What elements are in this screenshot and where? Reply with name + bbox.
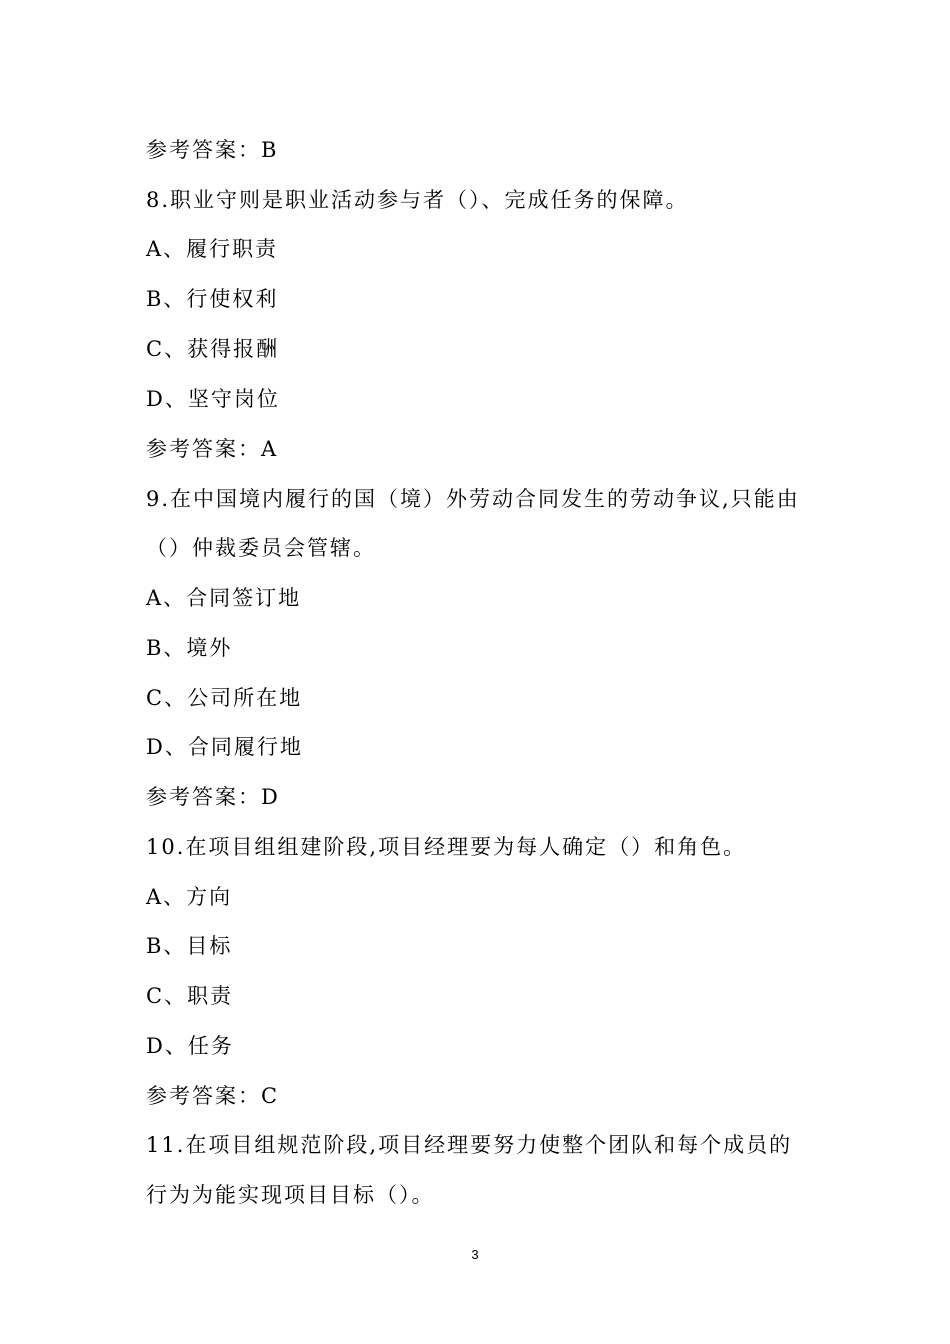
option-c: C、获得报酬 xyxy=(146,337,280,361)
option-b: B、行使权利 xyxy=(146,287,279,311)
question-9-continued: （）仲裁委员会管辖。 xyxy=(146,536,376,560)
option-b: B、目标 xyxy=(146,934,233,958)
option-a: A、方向 xyxy=(146,885,233,909)
option-a: A、合同签订地 xyxy=(146,586,302,610)
page-number: 3 xyxy=(471,1247,479,1262)
answer-line: 参考答案：B xyxy=(146,138,279,162)
answer-line: 参考答案：D xyxy=(146,785,280,809)
option-b: B、境外 xyxy=(146,636,233,660)
question-9: 9.在中国境内履行的国（境）外劳动合同发生的劳动争议,只能由 xyxy=(146,487,800,511)
option-a: A、履行职责 xyxy=(146,237,279,261)
question-8: 8.职业守则是职业活动参与者（）、完成任务的保障。 xyxy=(146,188,689,212)
option-d: D、坚守岗位 xyxy=(146,387,280,411)
option-d: D、任务 xyxy=(146,1034,234,1058)
option-c: C、公司所在地 xyxy=(146,686,303,710)
question-11-continued: 行为为能实现项目目标（）。 xyxy=(146,1183,435,1207)
question-11: 11.在项目组规范阶段,项目经理要努力使整个团队和每个成员的 xyxy=(146,1133,793,1157)
question-10: 10.在项目组组建阶段,项目经理要为每人确定（）和角色。 xyxy=(146,835,747,859)
option-d: D、合同履行地 xyxy=(146,735,303,759)
option-c: C、职责 xyxy=(146,984,234,1008)
answer-line: 参考答案：A xyxy=(146,437,279,461)
answer-line: 参考答案：C xyxy=(146,1084,280,1108)
